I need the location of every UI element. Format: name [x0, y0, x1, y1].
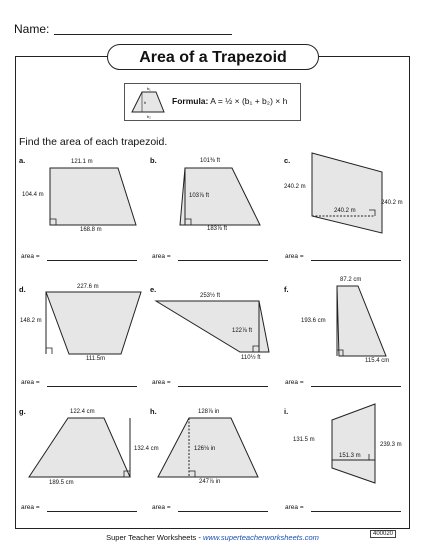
- problem-letter-c: c.: [284, 156, 291, 165]
- trapezoid-a: [50, 168, 136, 225]
- measure-d-height: 148.2 m: [20, 318, 42, 324]
- trapezoid-d: [46, 292, 141, 354]
- footer-text: Super Teacher Worksheets -: [106, 533, 203, 542]
- trapezoid-e: [156, 301, 269, 352]
- measure-b-height: 103⅞ ft: [189, 193, 210, 199]
- trapezoid-g: [29, 418, 130, 477]
- trapezoid-f: [337, 286, 386, 356]
- measure-i-height: 151.3 m: [339, 453, 361, 459]
- measure-b-bottom: 183⅞ ft: [207, 226, 228, 232]
- answer-line-h[interactable]: [178, 511, 268, 512]
- measure-e-height: 122⅞ ft: [232, 328, 253, 334]
- answer-line-b[interactable]: [178, 260, 268, 261]
- problem-letter-b: b.: [150, 156, 157, 165]
- area-label-e: area =: [152, 379, 171, 386]
- measure-g-bottom: 189.5 cm: [49, 480, 74, 486]
- measure-f-height: 193.6 cm: [301, 318, 326, 324]
- right-angle-d: [46, 348, 52, 354]
- area-label-f: area =: [285, 379, 304, 386]
- area-label-i: area =: [285, 504, 304, 511]
- measure-a-height: 104.4 m: [22, 192, 44, 198]
- answer-line-g[interactable]: [47, 511, 137, 512]
- measure-g-height: 132.4 cm: [134, 446, 159, 452]
- measure-h-height: 126⅛ in: [194, 446, 216, 452]
- measure-b-top: 101⅜ ft: [200, 158, 221, 164]
- answer-line-e[interactable]: [178, 386, 268, 387]
- footer-url[interactable]: www.superteacherworksheets.com: [202, 533, 319, 542]
- measure-c-right: 240.2 m: [381, 200, 403, 206]
- area-label-g: area =: [21, 504, 40, 511]
- formula-expression: A = ½ × (b₁ + b₂) × h: [210, 96, 288, 106]
- diagram-h-label: h: [144, 100, 147, 105]
- measure-d-top: 227.6 m: [77, 284, 99, 290]
- problem-letter-e: e.: [150, 285, 157, 294]
- answer-line-i[interactable]: [311, 511, 401, 512]
- measure-a-bottom: 168.8 m: [80, 227, 102, 233]
- measure-e-top: 253½ ft: [200, 293, 221, 299]
- measure-c-height: 240.2 m: [334, 208, 356, 214]
- problem-letter-a: a.: [19, 156, 26, 165]
- instruction: Find the area of each trapezoid.: [19, 136, 168, 148]
- measure-h-bottom: 247⅞ in: [199, 479, 221, 485]
- answer-line-f[interactable]: [311, 386, 401, 387]
- formula-label: Formula:: [172, 96, 209, 106]
- problem-letter-h: h.: [150, 407, 157, 416]
- answer-line-a[interactable]: [47, 260, 137, 261]
- problem-letter-d: d.: [19, 285, 26, 294]
- measure-h-top: 128⅞ in: [198, 409, 220, 415]
- measure-i-right: 239.3 m: [380, 442, 402, 448]
- area-label-c: area =: [285, 253, 304, 260]
- name-label: Name:: [14, 22, 50, 36]
- area-label-b: area =: [152, 253, 171, 260]
- footer: [0, 533, 425, 542]
- measure-d-bottom: 111.5m: [86, 356, 106, 362]
- trapezoid-c: [312, 153, 382, 233]
- measure-e-bottom: 110½ ft: [241, 355, 261, 361]
- problem-letter-i: i.: [284, 407, 289, 416]
- measure-i-left: 131.5 m: [293, 437, 315, 443]
- trapezoid-i: [332, 404, 375, 483]
- problem-letter-f: f.: [284, 285, 289, 294]
- answer-line-c[interactable]: [311, 260, 401, 261]
- measure-g-top: 122.4 cm: [70, 409, 95, 415]
- area-label-a: area =: [21, 253, 40, 260]
- page-title: Area of a Trapezoid: [107, 44, 319, 70]
- worksheet-code: 400020: [370, 530, 396, 538]
- problem-letter-g: g.: [19, 407, 26, 416]
- diagram-b1-label: b₁: [147, 86, 151, 91]
- area-label-d: area =: [21, 379, 40, 386]
- area-label-h: area =: [152, 504, 171, 511]
- measure-f-top: 87.2 cm: [340, 277, 362, 283]
- measure-f-bottom: 115.4 cm: [365, 358, 390, 364]
- measure-a-top: 121.1 m: [71, 159, 93, 165]
- answer-line-d[interactable]: [47, 386, 137, 387]
- diagram-b2-label: b₂: [147, 114, 151, 119]
- measure-c-left: 240.2 m: [284, 184, 306, 190]
